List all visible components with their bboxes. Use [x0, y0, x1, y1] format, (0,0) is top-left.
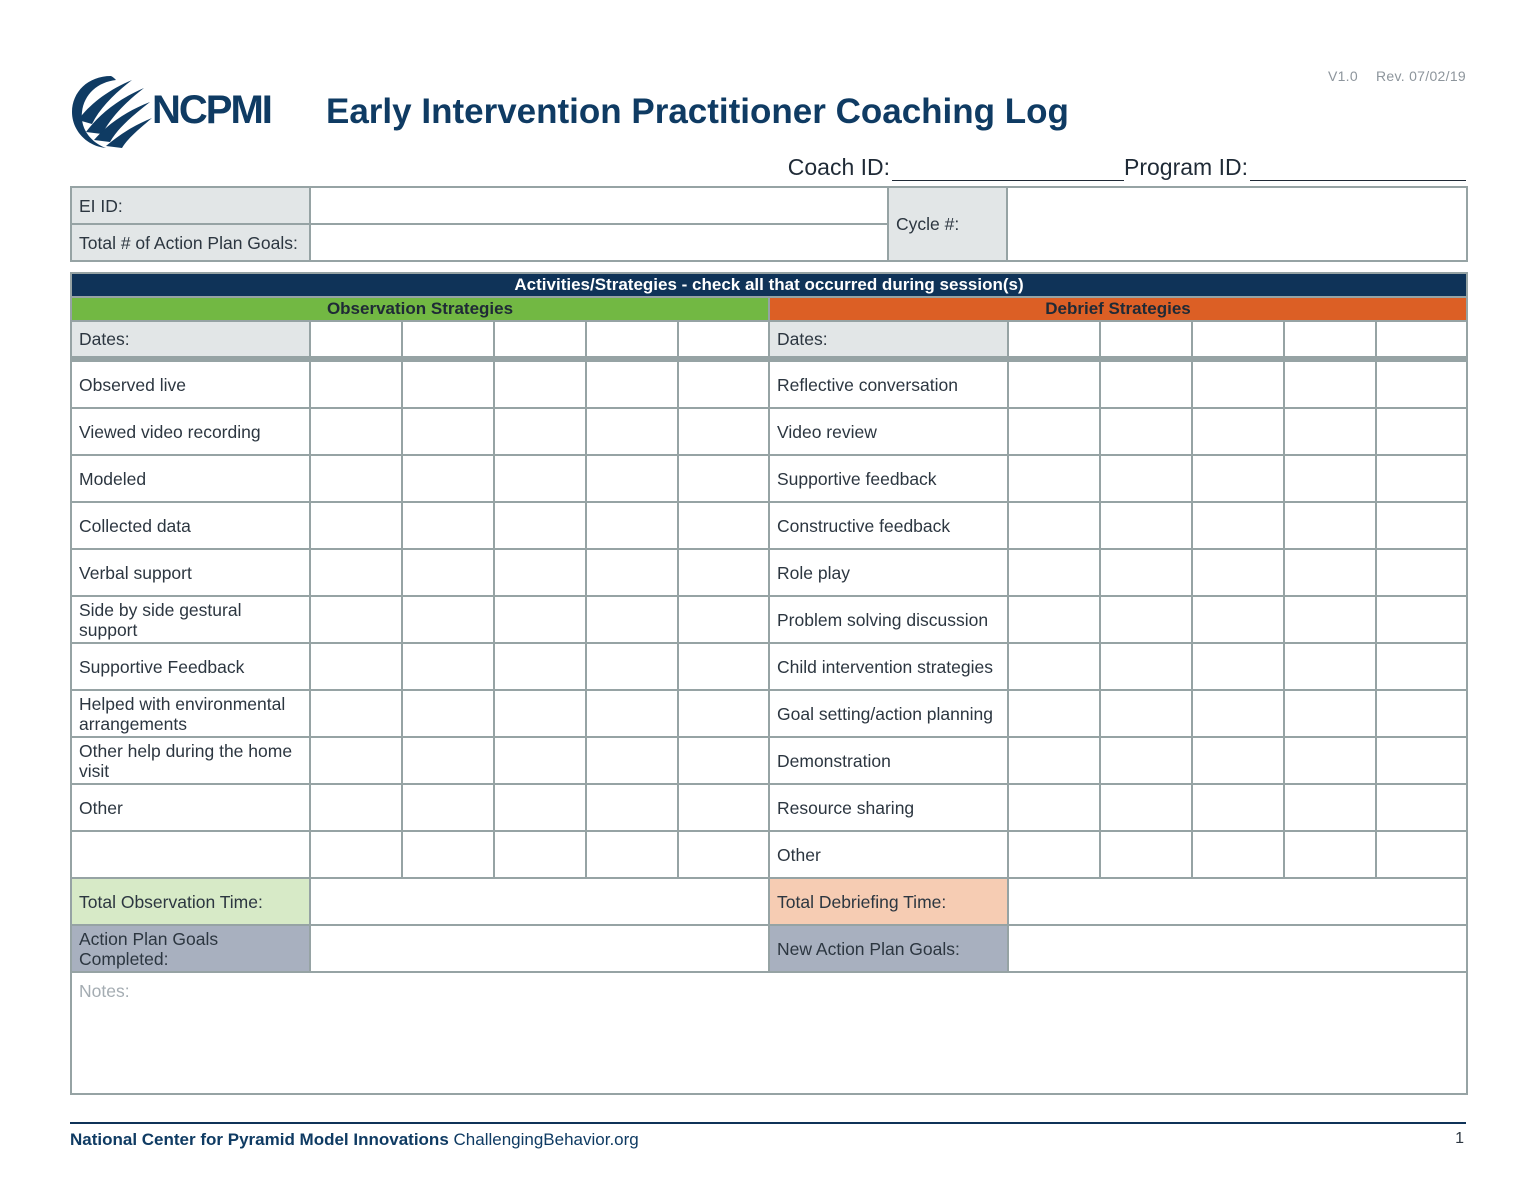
observation-check-cell[interactable] — [310, 502, 402, 549]
observation-check-cell[interactable] — [310, 359, 402, 408]
notes-field[interactable]: Notes: — [71, 972, 1467, 1094]
observation-check-cell[interactable] — [678, 690, 769, 737]
observation-check-cell[interactable] — [494, 549, 586, 596]
observation-strategy-label: Collected data — [71, 502, 310, 549]
observation-check-cell[interactable] — [678, 784, 769, 831]
observation-check-cell[interactable] — [494, 784, 586, 831]
debrief-check-cell[interactable] — [1284, 737, 1376, 784]
ncpmi-swoosh-icon — [68, 70, 154, 150]
goals-completed-field[interactable] — [310, 925, 769, 972]
observation-strategy-label: Verbal support — [71, 549, 310, 596]
observation-check-cell[interactable] — [310, 737, 402, 784]
debrief-check-cell[interactable] — [1376, 737, 1467, 784]
debrief-check-cell[interactable] — [1192, 455, 1284, 502]
debrief-check-cell[interactable] — [1008, 549, 1100, 596]
ei-id-field[interactable] — [310, 187, 888, 224]
debrief-strategy-label: Role play — [769, 549, 1008, 596]
observation-check-cell[interactable] — [586, 502, 678, 549]
observation-check-cell[interactable] — [310, 784, 402, 831]
cycle-label: Cycle #: — [888, 187, 1007, 261]
ncpmi-logo — [68, 70, 271, 150]
debrief-check-cell[interactable] — [1192, 831, 1284, 878]
debrief-check-cell[interactable] — [1008, 455, 1100, 502]
debrief-check-cell[interactable] — [1100, 502, 1192, 549]
observation-check-cell[interactable] — [402, 643, 494, 690]
observation-check-cell[interactable] — [494, 690, 586, 737]
debrief-check-cell[interactable] — [1100, 359, 1192, 408]
debrief-check-cell[interactable] — [1284, 831, 1376, 878]
debrief-date-cell[interactable] — [1192, 321, 1284, 359]
coach-id-label: Coach ID: — [787, 154, 891, 180]
total-observation-time-label: Total Observation Time: — [71, 878, 310, 925]
strategy-row — [71, 596, 1467, 643]
debrief-check-cell[interactable] — [1284, 690, 1376, 737]
debrief-check-cell[interactable] — [1100, 408, 1192, 455]
logo-text: NCPMI — [152, 87, 271, 132]
observation-check-cell[interactable] — [678, 455, 769, 502]
debrief-strategy-label: Supportive feedback — [769, 455, 1008, 502]
observation-strategy-label — [71, 831, 310, 878]
strategy-row — [71, 408, 1467, 455]
strategy-row — [71, 359, 1467, 408]
observation-check-cell[interactable] — [678, 831, 769, 878]
debrief-check-cell[interactable] — [1008, 359, 1100, 408]
observation-date-cell[interactable] — [678, 321, 769, 359]
observation-check-cell[interactable] — [310, 408, 402, 455]
observation-check-cell[interactable] — [402, 502, 494, 549]
strategy-row — [71, 549, 1467, 596]
debrief-check-cell[interactable] — [1376, 831, 1467, 878]
activities-table — [70, 272, 1468, 1095]
debrief-check-cell[interactable] — [1376, 455, 1467, 502]
strategy-row — [71, 737, 1467, 784]
observation-date-cell[interactable] — [586, 321, 678, 359]
debrief-check-cell[interactable] — [1008, 502, 1100, 549]
cycle-field[interactable] — [1007, 187, 1467, 261]
observation-date-cell[interactable] — [310, 321, 402, 359]
debrief-header: Debrief Strategies — [769, 297, 1467, 321]
observation-check-cell[interactable] — [586, 690, 678, 737]
observation-check-cell[interactable] — [586, 784, 678, 831]
debrief-check-cell[interactable] — [1100, 549, 1192, 596]
debrief-check-cell[interactable] — [1008, 831, 1100, 878]
total-debriefing-time-label: Total Debriefing Time: — [769, 878, 1008, 925]
total-goals-label: Total # of Action Plan Goals: — [71, 224, 310, 261]
observation-dates-label: Dates: — [71, 321, 310, 359]
total-observation-time-field[interactable] — [310, 878, 769, 925]
debrief-check-cell[interactable] — [1376, 408, 1467, 455]
debrief-strategy-label: Reflective conversation — [769, 359, 1008, 408]
debrief-strategy-label: Other — [769, 831, 1008, 878]
debrief-check-cell[interactable] — [1192, 502, 1284, 549]
debrief-check-cell[interactable] — [1192, 690, 1284, 737]
observation-check-cell[interactable] — [402, 690, 494, 737]
observation-check-cell[interactable] — [678, 502, 769, 549]
observation-check-cell[interactable] — [402, 831, 494, 878]
observation-check-cell[interactable] — [678, 596, 769, 643]
observation-check-cell[interactable] — [586, 455, 678, 502]
debrief-check-cell[interactable] — [1376, 549, 1467, 596]
observation-check-cell[interactable] — [678, 549, 769, 596]
strategy-row — [71, 690, 1467, 737]
observation-check-cell[interactable] — [586, 359, 678, 408]
debrief-check-cell[interactable] — [1284, 643, 1376, 690]
observation-check-cell[interactable] — [402, 549, 494, 596]
debrief-check-cell[interactable] — [1008, 596, 1100, 643]
observation-header: Observation Strategies — [71, 297, 769, 321]
observation-check-cell[interactable] — [310, 596, 402, 643]
observation-check-cell[interactable] — [678, 737, 769, 784]
debrief-date-cell[interactable] — [1376, 321, 1467, 359]
version-number: V1.0 — [1327, 68, 1358, 84]
version-info — [1310, 68, 1466, 84]
debrief-check-cell[interactable] — [1008, 737, 1100, 784]
observation-check-cell[interactable] — [494, 408, 586, 455]
strategy-row — [71, 784, 1467, 831]
observation-check-cell[interactable] — [678, 643, 769, 690]
debrief-check-cell[interactable] — [1376, 596, 1467, 643]
observation-date-cell[interactable] — [402, 321, 494, 359]
observation-strategy-label: Supportive Feedback — [71, 643, 310, 690]
observation-check-cell[interactable] — [310, 455, 402, 502]
debrief-check-cell[interactable] — [1192, 643, 1284, 690]
total-goals-field[interactable] — [310, 224, 888, 261]
debrief-check-cell[interactable] — [1100, 690, 1192, 737]
id-fields — [788, 154, 1466, 181]
strategy-row — [71, 831, 1467, 878]
debrief-check-cell[interactable] — [1008, 784, 1100, 831]
observation-check-cell[interactable] — [402, 359, 494, 408]
ei-id-label: EI ID: — [71, 187, 310, 224]
strategy-row — [71, 455, 1467, 502]
observation-check-cell[interactable] — [586, 549, 678, 596]
observation-check-cell[interactable] — [678, 408, 769, 455]
debrief-check-cell[interactable] — [1100, 784, 1192, 831]
activities-banner: Activities/Strategies - check all that occurred during session(s) — [71, 273, 1467, 297]
debrief-dates-label: Dates: — [769, 321, 1008, 359]
observation-check-cell[interactable] — [402, 737, 494, 784]
observation-check-cell[interactable] — [586, 643, 678, 690]
debrief-strategy-label: Resource sharing — [769, 784, 1008, 831]
debrief-strategy-label: Problem solving discussion — [769, 596, 1008, 643]
observation-check-cell[interactable] — [494, 831, 586, 878]
observation-check-cell[interactable] — [310, 690, 402, 737]
debrief-check-cell[interactable] — [1376, 690, 1467, 737]
footer — [70, 1130, 639, 1150]
observation-strategy-label: Helped with environmental arrangements — [71, 690, 310, 737]
observation-check-cell[interactable] — [402, 455, 494, 502]
observation-check-cell[interactable] — [494, 455, 586, 502]
observation-check-cell[interactable] — [310, 831, 402, 878]
debrief-check-cell[interactable] — [1192, 549, 1284, 596]
strategy-row — [71, 502, 1467, 549]
observation-check-cell[interactable] — [494, 596, 586, 643]
debrief-check-cell[interactable] — [1100, 831, 1192, 878]
debrief-strategy-label: Goal setting/action planning — [769, 690, 1008, 737]
observation-strategy-label: Observed live — [71, 359, 310, 408]
footer-divider — [70, 1122, 1466, 1124]
goals-completed-label: Action Plan Goals Completed: — [71, 925, 310, 972]
debrief-check-cell[interactable] — [1376, 784, 1467, 831]
debrief-check-cell[interactable] — [1284, 359, 1376, 408]
debrief-date-cell[interactable] — [1008, 321, 1100, 359]
observation-strategy-label: Other help during the home visit — [71, 737, 310, 784]
debrief-check-cell[interactable] — [1100, 596, 1192, 643]
debrief-strategy-label: Video review — [769, 408, 1008, 455]
debrief-strategy-label: Child intervention strategies — [769, 643, 1008, 690]
debrief-check-cell[interactable] — [1284, 549, 1376, 596]
debrief-check-cell[interactable] — [1192, 408, 1284, 455]
debrief-date-cell[interactable] — [1100, 321, 1192, 359]
dates-row — [71, 321, 1467, 359]
debrief-check-cell[interactable] — [1192, 784, 1284, 831]
observation-check-cell[interactable] — [402, 596, 494, 643]
debrief-check-cell[interactable] — [1284, 455, 1376, 502]
debrief-check-cell[interactable] — [1376, 643, 1467, 690]
debrief-check-cell[interactable] — [1284, 502, 1376, 549]
observation-check-cell[interactable] — [494, 359, 586, 408]
footer-org-name: National Center for Pyramid Model Innovations — [70, 1130, 449, 1149]
strategy-row — [71, 643, 1467, 690]
revision-date: Rev. 07/02/19 — [1375, 68, 1466, 84]
observation-check-cell[interactable] — [402, 408, 494, 455]
debrief-check-cell[interactable] — [1100, 643, 1192, 690]
program-id-field[interactable] — [1250, 158, 1466, 181]
observation-check-cell[interactable] — [586, 737, 678, 784]
footer-website-link[interactable]: ChallengingBehavior.org — [453, 1130, 639, 1149]
observation-check-cell[interactable] — [494, 502, 586, 549]
debrief-check-cell[interactable] — [1376, 359, 1467, 408]
observation-strategy-label: Modeled — [71, 455, 310, 502]
strategy-rows — [71, 359, 1467, 878]
program-id-label: Program ID: — [1124, 154, 1248, 180]
observation-check-cell[interactable] — [402, 784, 494, 831]
observation-check-cell[interactable] — [494, 643, 586, 690]
debrief-strategy-label: Demonstration — [769, 737, 1008, 784]
debrief-date-cell[interactable] — [1284, 321, 1376, 359]
debrief-check-cell[interactable] — [1192, 359, 1284, 408]
debrief-check-cell[interactable] — [1008, 690, 1100, 737]
new-goals-label: New Action Plan Goals: — [769, 925, 1008, 972]
debrief-check-cell[interactable] — [1284, 596, 1376, 643]
debrief-check-cell[interactable] — [1008, 408, 1100, 455]
observation-check-cell[interactable] — [310, 549, 402, 596]
new-goals-field[interactable] — [1008, 925, 1467, 972]
participant-info-table — [70, 186, 1468, 262]
observation-date-cell[interactable] — [494, 321, 586, 359]
observation-check-cell[interactable] — [310, 643, 402, 690]
page-title: Early Intervention Practitioner Coaching Log — [326, 92, 1069, 131]
debrief-check-cell[interactable] — [1192, 596, 1284, 643]
debrief-check-cell[interactable] — [1284, 784, 1376, 831]
page-number: 1 — [1455, 1130, 1464, 1147]
total-debriefing-time-field[interactable] — [1008, 878, 1467, 925]
debrief-check-cell[interactable] — [1284, 408, 1376, 455]
observation-strategy-label: Viewed video recording — [71, 408, 310, 455]
observation-check-cell[interactable] — [678, 359, 769, 408]
debrief-check-cell[interactable] — [1008, 643, 1100, 690]
debrief-check-cell[interactable] — [1192, 737, 1284, 784]
observation-check-cell[interactable] — [586, 831, 678, 878]
observation-check-cell[interactable] — [586, 596, 678, 643]
observation-strategy-label: Side by side gestural support — [71, 596, 310, 643]
debrief-strategy-label: Constructive feedback — [769, 502, 1008, 549]
observation-check-cell[interactable] — [586, 408, 678, 455]
coach-id-field[interactable] — [892, 158, 1124, 181]
debrief-check-cell[interactable] — [1376, 502, 1467, 549]
debrief-check-cell[interactable] — [1100, 455, 1192, 502]
observation-strategy-label: Other — [71, 784, 310, 831]
observation-check-cell[interactable] — [494, 737, 586, 784]
debrief-check-cell[interactable] — [1100, 737, 1192, 784]
